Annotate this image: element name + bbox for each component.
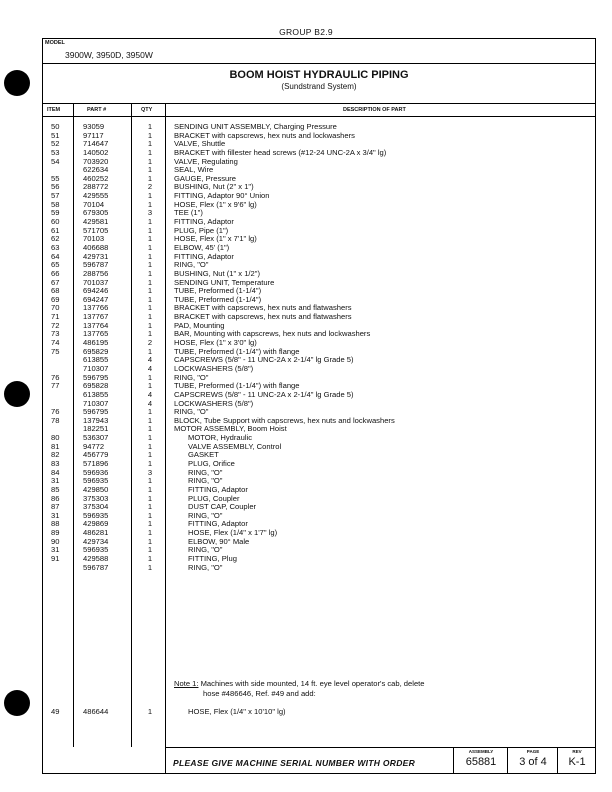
qty-cell: 1 — [147, 312, 153, 322]
qty-cell: 1 — [147, 493, 153, 503]
qty-cell: 1 — [147, 407, 153, 417]
description-cell: TUBE, Preformed (1-1/4") — [174, 286, 262, 296]
item-cell: 31 — [51, 545, 60, 555]
item-cell: 88 — [51, 519, 60, 529]
part-cell: 695828 — [83, 381, 109, 391]
part-cell: 596935 — [83, 545, 109, 555]
part-cell: 613855 — [83, 389, 109, 399]
header-qty: QTY — [141, 107, 153, 113]
qty-cell: 1 — [147, 234, 153, 244]
model-value: 3900W, 3950D, 3950W — [65, 50, 153, 60]
table-row — [43, 529, 595, 538]
note-line-2: hose #486646, Ref. #49 and add: — [203, 688, 316, 698]
assembly-number: 65881 — [465, 756, 497, 768]
description-cell: BAR, Mounting with capscrews, hex nuts and lockwashers — [174, 329, 371, 339]
table-row — [43, 356, 595, 365]
part-cell: 429555 — [83, 191, 109, 201]
item-cell: 74 — [51, 338, 60, 348]
model-box — [43, 39, 595, 64]
description-cell: HOSE, Flex (1/4" x 10'10" lg) — [188, 707, 286, 716]
description-cell: CAPSCREWS (5/8" - 11 UNC-2A x 2-1/4" lg Grade 5) — [174, 389, 354, 399]
qty-cell: 1 — [147, 424, 153, 434]
table-row — [43, 486, 595, 495]
part-cell: 429731 — [83, 251, 109, 261]
part-cell: 375304 — [83, 502, 109, 512]
qty-cell: 1 — [147, 139, 153, 149]
qty-cell: 1 — [147, 320, 153, 330]
table-row — [43, 443, 595, 452]
part-cell: 140502 — [83, 147, 109, 157]
qty-cell: 1 — [147, 476, 153, 486]
part-cell: 288756 — [83, 268, 109, 278]
qty-cell: 1 — [147, 165, 153, 175]
table-row — [43, 460, 595, 469]
part-cell: 596787 — [83, 260, 109, 270]
part-cell: 429588 — [83, 554, 109, 564]
footer — [43, 747, 595, 773]
part-cell: 97117 — [83, 130, 104, 140]
table-row — [43, 477, 595, 486]
item-cell: 50 — [51, 122, 60, 131]
qty-cell: 4 — [147, 398, 153, 408]
part-cell: 137764 — [83, 320, 109, 330]
item-cell: 52 — [51, 139, 60, 149]
qty-cell: 4 — [147, 363, 153, 373]
qty-cell: 1 — [147, 510, 153, 520]
qty-cell: 4 — [147, 389, 153, 399]
item-cell: 65 — [51, 260, 60, 270]
item-cell: 31 — [51, 476, 60, 486]
part-cell: 93059 — [83, 122, 105, 131]
table-row — [43, 564, 595, 573]
description-cell: LOCKWASHERS (5/8") — [174, 398, 254, 408]
parts-list-frame — [42, 38, 596, 774]
table-row — [43, 365, 595, 374]
qty-cell: 1 — [147, 225, 153, 235]
item-cell: 31 — [51, 510, 60, 520]
table-row — [43, 166, 595, 175]
item-cell: 59 — [51, 208, 60, 218]
part-cell: 94772 — [83, 441, 105, 451]
description-cell: TUBE, Preformed (1-1/4") with flange — [174, 381, 300, 391]
item-cell: 49 — [51, 707, 60, 716]
description-cell: TUBE, Preformed (1-1/4") with flange — [174, 346, 300, 356]
part-cell: 596935 — [83, 510, 109, 520]
part-cell: 486644 — [83, 707, 109, 716]
item-cell: 62 — [51, 234, 60, 244]
part-cell: 694247 — [83, 294, 109, 304]
qty-cell: 1 — [147, 545, 153, 555]
item-cell: 87 — [51, 502, 60, 512]
description-cell: LOCKWASHERS (5/8") — [174, 363, 254, 373]
table-header — [43, 103, 595, 117]
qty-cell: 1 — [147, 528, 153, 538]
table-row — [43, 132, 595, 141]
description-cell: VALVE ASSEMBLY, Control — [188, 441, 282, 451]
table-row — [43, 425, 595, 434]
page-box — [507, 747, 558, 773]
part-cell: 182251 — [83, 424, 109, 434]
table-row — [43, 391, 595, 400]
page-title: BOOM HOIST HYDRAULIC PIPING — [229, 69, 409, 81]
description-cell: FITTING, Plug — [188, 554, 237, 564]
description-cell: RING, "O" — [188, 562, 223, 572]
qty-cell: 1 — [147, 562, 153, 572]
description-cell: FITTING, Adaptor — [174, 251, 234, 261]
part-cell: 429734 — [83, 536, 109, 546]
item-cell: 60 — [51, 217, 60, 227]
description-cell: TEE (1") — [174, 208, 203, 218]
item-cell: 82 — [51, 450, 60, 460]
item-cell: 64 — [51, 251, 60, 261]
description-cell: MOTOR ASSEMBLY, Boom Hoist — [174, 424, 287, 434]
item-cell: 90 — [51, 536, 60, 546]
description-cell: MOTOR, Hydraulic — [188, 433, 252, 443]
item-cell: 86 — [51, 493, 60, 503]
description-cell: VALVE, Shuttle — [174, 139, 226, 149]
item-cell: 69 — [51, 294, 60, 304]
part-cell: 429581 — [83, 217, 109, 227]
description-cell: HOSE, Flex (1" x 7'1" lg) — [174, 234, 257, 244]
qty-cell: 1 — [147, 147, 153, 157]
item-cell: 66 — [51, 268, 60, 278]
item-cell: 55 — [51, 173, 60, 183]
qty-cell: 1 — [147, 415, 153, 425]
table-row — [43, 192, 595, 201]
qty-cell: 1 — [147, 502, 153, 512]
description-cell: BLOCK, Tube Support with capscrews, hex nuts and lockwashers — [174, 415, 395, 425]
part-cell: 695829 — [83, 346, 109, 356]
description-cell: RING, "O" — [174, 407, 209, 417]
table-row — [43, 503, 595, 512]
table-row — [43, 183, 595, 192]
qty-cell: 1 — [147, 294, 153, 304]
part-cell: 460252 — [83, 173, 109, 183]
description-cell: BRACKET with capscrews, hex nuts and flatwashers — [174, 312, 352, 322]
table-row — [43, 400, 595, 409]
description-cell: BRACKET with fillester head screws (#12-24 UNC-2A x 3/4" lg) — [174, 147, 387, 157]
qty-cell: 1 — [147, 130, 153, 140]
qty-cell: 1 — [147, 122, 153, 131]
description-cell: BUSHING, Nut (2" x 1") — [174, 182, 254, 192]
item-cell: 56 — [51, 182, 60, 192]
part-cell: 137943 — [83, 415, 109, 425]
qty-cell: 1 — [147, 199, 153, 209]
table-row — [43, 417, 595, 426]
qty-cell: 1 — [147, 441, 153, 451]
description-cell: RING, "O" — [174, 260, 209, 270]
part-cell: 613855 — [83, 355, 109, 365]
table-row — [43, 279, 595, 288]
table-row — [43, 287, 595, 296]
table-row — [43, 244, 595, 253]
description-cell: SENDING UNIT, Temperature — [174, 277, 275, 287]
description-cell: FITTING, Adaptor — [188, 484, 248, 494]
header-item: ITEM — [47, 107, 61, 113]
qty-cell: 1 — [147, 519, 153, 529]
description-cell: VALVE, Regulating — [174, 156, 238, 166]
description-cell: BUSHING, Nut (1" x 1/2") — [174, 268, 260, 278]
part-cell: 429850 — [83, 484, 109, 494]
qty-cell: 1 — [147, 217, 153, 227]
note-label: Note 1: — [174, 679, 199, 688]
qty-cell: 1 — [147, 303, 153, 313]
rev-value: K-1 — [568, 756, 586, 768]
description-cell: DUST CAP, Coupler — [188, 502, 257, 512]
page-number: 3 of 4 — [519, 756, 547, 768]
item-cell: 80 — [51, 433, 60, 443]
description-cell: HOSE, Flex (1/4" x 1'7" lg) — [188, 528, 278, 538]
order-instruction: PLEASE GIVE MACHINE SERIAL NUMBER WITH ORDER — [173, 758, 416, 768]
description-cell: SENDING UNIT ASSEMBLY, Charging Pressure — [174, 122, 337, 131]
table-row — [43, 330, 595, 339]
table-row — [43, 374, 595, 383]
table-row — [43, 253, 595, 262]
assembly-label: ASSEMBLY — [468, 749, 494, 754]
part-cell: 70103 — [83, 234, 105, 244]
item-cell: 70 — [51, 303, 60, 313]
part-cell: 571896 — [83, 458, 109, 468]
part-cell: 429869 — [83, 519, 109, 529]
table-row — [43, 434, 595, 443]
part-cell: 70104 — [83, 199, 105, 209]
item-cell: 78 — [51, 415, 60, 425]
qty-cell: 1 — [147, 277, 153, 287]
note — [174, 679, 425, 698]
header-part: PART # — [87, 107, 107, 113]
part-cell: 137767 — [83, 312, 109, 322]
group-label: GROUP B2.9 — [279, 27, 333, 37]
binder-hole — [4, 70, 30, 96]
qty-cell: 2 — [147, 182, 153, 192]
binder-hole — [4, 690, 30, 716]
rev-box — [557, 747, 596, 773]
table-row — [43, 149, 595, 158]
part-cell: 456779 — [83, 450, 109, 460]
qty-cell: 1 — [147, 433, 153, 443]
part-cell: 679305 — [83, 208, 109, 218]
table-row — [43, 175, 595, 184]
description-cell: FITTING, Adaptor 90° Union — [174, 191, 270, 201]
qty-cell: 1 — [147, 329, 153, 339]
item-cell: 63 — [51, 242, 60, 252]
part-cell: 596787 — [83, 562, 109, 572]
item-cell: 77 — [51, 381, 60, 391]
part-cell: 710307 — [83, 398, 109, 408]
qty-cell: 1 — [147, 372, 153, 382]
description-cell: RING, "O" — [188, 467, 223, 477]
description-cell: RING, "O" — [188, 545, 223, 555]
table-row — [43, 546, 595, 555]
note-line-1: Machines with side mounted, 14 ft. eye level operator's cab, delete — [198, 679, 425, 688]
qty-cell: 1 — [147, 242, 153, 252]
description-cell: SEAL, Wire — [174, 165, 214, 175]
item-cell: 54 — [51, 156, 60, 166]
qty-cell: 1 — [147, 268, 153, 278]
part-cell: 486195 — [83, 338, 109, 348]
item-cell: 84 — [51, 467, 60, 477]
description-cell: RING, "O" — [188, 510, 223, 520]
table-row — [43, 451, 595, 460]
table-row — [43, 227, 595, 236]
item-cell: 68 — [51, 286, 60, 296]
item-cell: 85 — [51, 484, 60, 494]
description-cell: BRACKET with capscrews, hex nuts and lockwashers — [174, 130, 355, 140]
table-row — [43, 261, 595, 270]
part-cell: 596936 — [83, 467, 109, 477]
binder-hole — [4, 381, 30, 407]
description-cell: ELBOW, 90° Male — [188, 536, 250, 546]
part-cell: 714647 — [83, 139, 109, 149]
item-cell: 76 — [51, 407, 60, 417]
table-row — [43, 538, 595, 547]
item-cell: 91 — [51, 554, 60, 564]
page-subtitle: (Sundstrand System) — [281, 82, 357, 91]
item-cell: 83 — [51, 458, 60, 468]
part-cell: 622634 — [83, 165, 109, 175]
part-cell: 694246 — [83, 286, 109, 296]
item-cell: 72 — [51, 320, 60, 330]
item-cell: 57 — [51, 191, 60, 201]
item-cell: 73 — [51, 329, 60, 339]
description-cell: HOSE, Flex (1" x 3'0" lg) — [174, 338, 257, 348]
qty-cell: 1 — [147, 260, 153, 270]
table-row — [43, 512, 595, 521]
description-cell: BRACKET with capscrews, hex nuts and flatwashers — [174, 303, 352, 313]
part-cell: 703920 — [83, 156, 109, 166]
qty-cell: 1 — [147, 536, 153, 546]
table-row — [43, 270, 595, 279]
page-label: PAGE — [526, 749, 540, 754]
table-row — [43, 209, 595, 218]
table-row — [43, 313, 595, 322]
part-cell: 710307 — [83, 363, 109, 373]
description-cell: PLUG, Orifice — [188, 458, 235, 468]
item-cell: 81 — [51, 441, 60, 451]
qty-cell: 1 — [147, 251, 153, 261]
table-row — [43, 469, 595, 478]
description-cell: ELBOW, 45' (1") — [174, 242, 230, 252]
description-cell: TUBE, Preformed (1-1/4") — [174, 294, 262, 304]
table-row — [43, 555, 595, 564]
table-row — [43, 339, 595, 348]
table-row — [43, 495, 595, 504]
qty-cell: 3 — [147, 208, 153, 218]
qty-cell: 1 — [147, 156, 153, 166]
qty-cell: 1 — [147, 173, 153, 183]
qty-cell: 1 — [147, 346, 153, 356]
part-cell: 571705 — [83, 225, 109, 235]
qty-cell: 1 — [147, 191, 153, 201]
part-cell: 406688 — [83, 242, 109, 252]
description-cell: PLUG, Coupler — [188, 493, 240, 503]
qty-cell: 1 — [147, 554, 153, 564]
item-cell: 51 — [51, 130, 60, 140]
title-box — [43, 63, 595, 104]
part-cell: 596935 — [83, 476, 109, 486]
item-cell: 58 — [51, 199, 60, 209]
part-cell: 596795 — [83, 407, 109, 417]
qty-cell: 3 — [147, 467, 153, 477]
qty-cell: 1 — [147, 484, 153, 494]
item-cell: 89 — [51, 528, 60, 538]
table-row — [43, 158, 595, 167]
table-row — [43, 218, 595, 227]
table-row — [43, 520, 595, 529]
header-description: DESCRIPTION OF PART — [343, 107, 406, 113]
part-cell: 596795 — [83, 372, 109, 382]
qty-cell: 4 — [147, 355, 153, 365]
parts-table-body — [43, 123, 595, 572]
table-row — [43, 201, 595, 210]
qty-cell: 1 — [147, 458, 153, 468]
part-cell: 701037 — [83, 277, 109, 287]
part-cell: 486281 — [83, 528, 109, 538]
part-cell: 288772 — [83, 182, 109, 192]
item-cell: 75 — [51, 346, 60, 356]
table-row — [43, 235, 595, 244]
model-label: MODEL — [45, 40, 65, 46]
item-cell: 71 — [51, 312, 60, 322]
qty-cell: 1 — [147, 286, 153, 296]
assembly-box — [453, 747, 508, 773]
item-cell: 76 — [51, 372, 60, 382]
description-cell: HOSE, Flex (1" x 9'6" lg) — [174, 199, 257, 209]
part-cell: 137765 — [83, 329, 109, 339]
rev-label: REV — [572, 749, 582, 754]
description-cell: GASKET — [188, 450, 219, 460]
description-cell: FITTING, Adaptor — [188, 519, 248, 529]
item-cell: 67 — [51, 277, 60, 287]
description-cell: PLUG, Pipe (1") — [174, 225, 229, 235]
item-cell: 61 — [51, 225, 60, 235]
description-cell: RING, "O" — [188, 476, 223, 486]
description-cell: RING, "O" — [174, 372, 209, 382]
qty-cell: 1 — [147, 450, 153, 460]
item-cell: 53 — [51, 147, 60, 157]
description-cell: GAUGE, Pressure — [174, 173, 237, 183]
part-cell: 137766 — [83, 303, 109, 313]
description-cell: CAPSCREWS (5/8" - 11 UNC-2A x 2-1/4" lg Grade 5) — [174, 355, 354, 365]
description-cell: FITTING, Adaptor — [174, 217, 234, 227]
qty-cell: 2 — [147, 338, 153, 348]
part-cell: 375303 — [83, 493, 109, 503]
description-cell: PAD, Mounting — [174, 320, 225, 330]
qty-cell: 1 — [147, 381, 153, 391]
qty-cell: 1 — [147, 707, 153, 716]
part-cell: 536307 — [83, 433, 109, 443]
